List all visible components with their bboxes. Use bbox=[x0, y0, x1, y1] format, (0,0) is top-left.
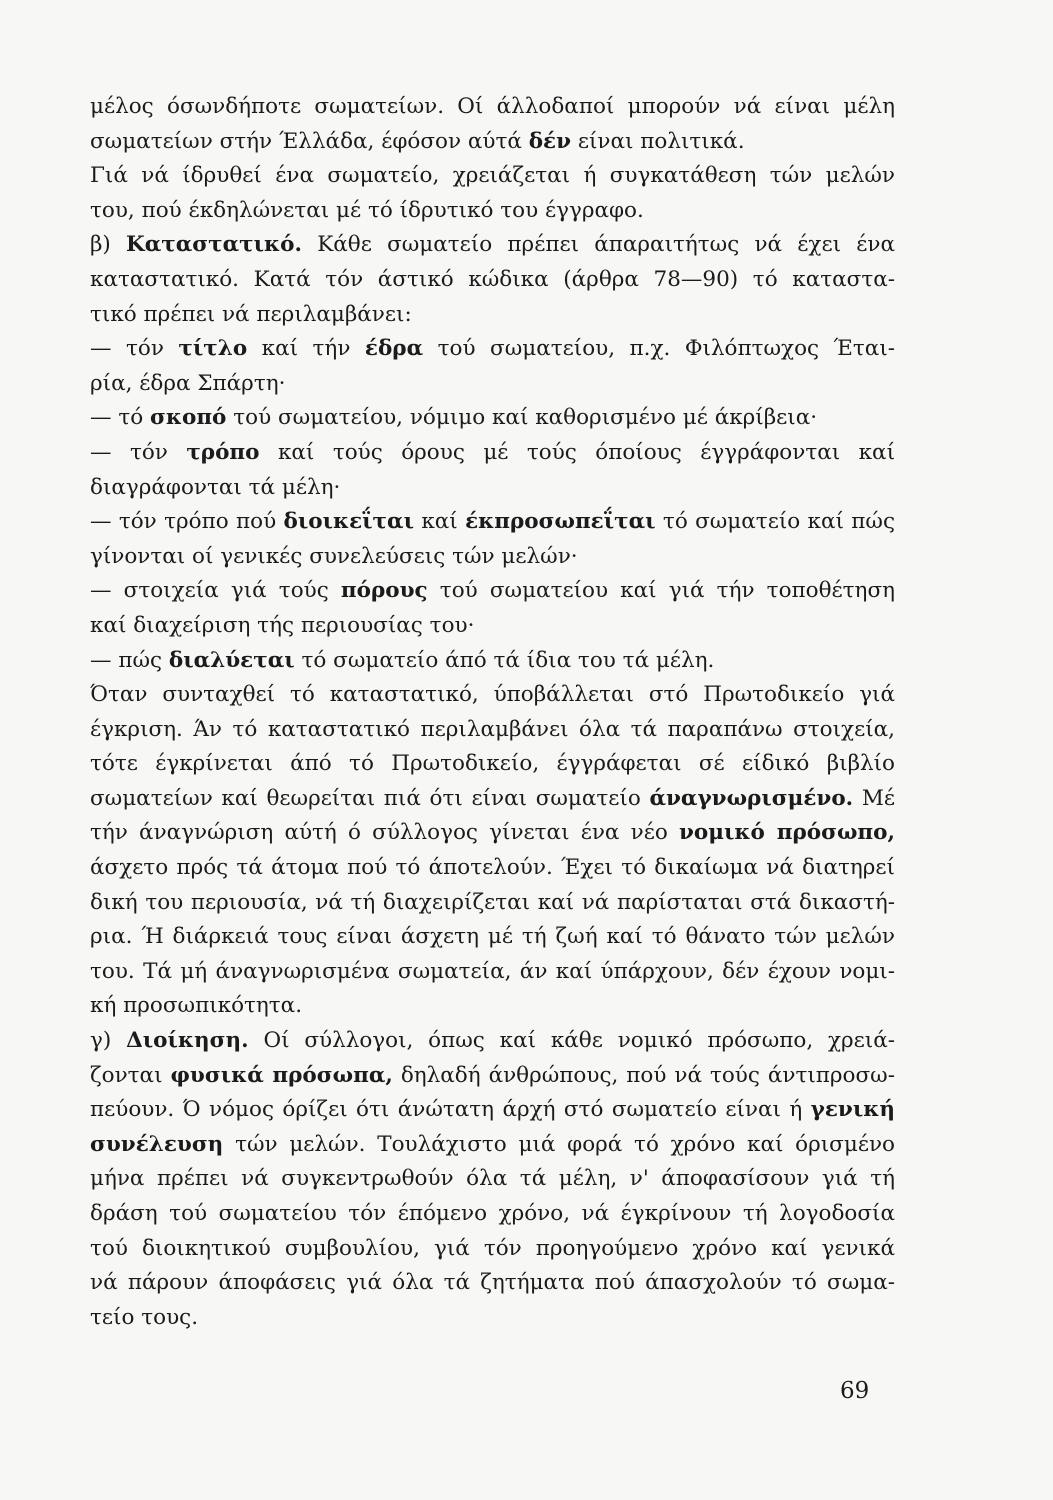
text-line bbox=[90, 989, 895, 1024]
text-line bbox=[90, 955, 895, 990]
bold-term: τίτλο bbox=[178, 336, 248, 362]
text-line bbox=[90, 1024, 895, 1059]
text-run: είναι πολιτικά. bbox=[571, 128, 745, 154]
text-run: Οί σύλλογοι, όπως καί κάθε νομικό πρόσωπο, χρειά- bbox=[248, 1028, 895, 1054]
text-line bbox=[90, 125, 895, 160]
text-run: — πώς bbox=[90, 647, 169, 673]
text-run: καί διαχείριση τής περιουσίας του· bbox=[90, 612, 475, 638]
bold-term: νομικό πρόσωπο, bbox=[679, 820, 895, 846]
text-run: τών μελών. Τουλάχιστο μιά φορά τό χρόνο καί όρισμένο bbox=[223, 1131, 895, 1157]
text-line bbox=[90, 644, 895, 679]
bold-term: συνέλευση bbox=[90, 1131, 224, 1157]
text-run: δράση τού σωματείου τόν έπόμενο χρόνο, νά έγκρίνουν τή λογοδοσία bbox=[90, 1201, 895, 1226]
bold-term: Διοίκηση. bbox=[126, 1028, 249, 1054]
text-run: του. Τά μή άναγνωρισμένα σωματεία, άν καί ύπάρχουν, δέν έχουν νομι- bbox=[90, 958, 895, 984]
text-line bbox=[90, 367, 895, 402]
bold-term: έδρα bbox=[364, 336, 424, 362]
text-line bbox=[90, 471, 895, 506]
text-run: καί bbox=[413, 509, 466, 535]
bold-term: άναγνωρισμένο. bbox=[649, 785, 854, 811]
text-run: — τόν bbox=[90, 439, 187, 465]
text-run: τό σωματείο άπό τά ίδια του τά μέλη. bbox=[294, 647, 715, 673]
bold-term: τρόπο bbox=[186, 439, 260, 465]
text-run: άσχετο πρός τά άτομα πού τό άποτελούν. Έχει τό δικαίωμα νά διατηρεί bbox=[90, 855, 895, 881]
text-run: τικό πρέπει νά περιλαμβάνει: bbox=[90, 301, 412, 327]
text-run: τότε έγκρίνεται άπό τό Πρωτοδικείο, έγγράφεται σέ είδικό βιβλίο bbox=[90, 751, 895, 777]
bold-term: δέν bbox=[528, 128, 572, 154]
text-line bbox=[90, 1162, 895, 1197]
text-line bbox=[90, 228, 895, 263]
text-run: καί τήν bbox=[247, 336, 365, 362]
text-line bbox=[90, 816, 895, 851]
text-run: πεύουν. Ό νόμος όρίζει ότι άνώτατη άρχή στό σωματείο είναι ή bbox=[90, 1097, 811, 1123]
text-line bbox=[90, 1093, 895, 1128]
bold-term: πόρους bbox=[340, 578, 428, 604]
text-run: μέλος όσωνδήποτε σωματείων. Οί άλλοδαποί μπορούν νά είναι μέλη bbox=[90, 94, 895, 119]
text-run: Όταν συνταχθεί τό καταστατικό, ύποβάλλεται στό Πρωτοδικείο γιά bbox=[90, 682, 895, 708]
text-line bbox=[90, 1197, 895, 1232]
text-run: έγκριση. Άν τό καταστατικό περιλαμβάνει όλα τά παραπάνω στοιχεία, bbox=[90, 716, 895, 742]
text-line bbox=[90, 194, 895, 229]
text-line bbox=[90, 609, 895, 644]
text-run: τού διοικητικού συμβουλίου, γιά τόν προηγούμενο χρόνο καί γενικά bbox=[90, 1235, 895, 1261]
text-run: νά πάρουν άποφάσεις γιά όλα τά ζητήματα πού άπασχολούν τό σωμα- bbox=[90, 1270, 895, 1296]
bold-term: διοικεΐται bbox=[283, 509, 414, 535]
text-line bbox=[90, 90, 895, 125]
text-run: γίνονται οί γενικές συνελεύσεις τών μελών· bbox=[90, 543, 578, 569]
text-line bbox=[90, 505, 895, 540]
page-number: 69 bbox=[840, 1378, 870, 1404]
text-run: τού σωματείου καί γιά τήν τοποθέτηση bbox=[427, 578, 895, 604]
text-run: μήνα πρέπει νά συγκεντρωθούν όλα τά μέλη, ν' άποφασίσουν γιά τή bbox=[90, 1166, 895, 1192]
bold-term: φυσικά πρόσωπα, bbox=[170, 1062, 393, 1088]
text-line bbox=[90, 851, 895, 886]
text-line bbox=[90, 540, 895, 575]
text-line bbox=[90, 436, 895, 471]
bold-term: διαλύεται bbox=[168, 647, 295, 673]
text-run: καί τούς όρους μέ τούς όποίους έγγράφονται καί bbox=[259, 439, 895, 465]
text-run: τού σωματείου, π.χ. Φιλόπτωχος Έται- bbox=[423, 336, 895, 362]
text-run: σωματείων καί θεωρείται πιά ότι είναι σωματείο bbox=[90, 785, 650, 811]
text-run: Γιά νά ίδρυθεί ένα σωματείο, χρειάζεται ή συγκατάθεση τών μελών bbox=[90, 163, 895, 189]
page-body bbox=[90, 90, 895, 1335]
text-run: — στοιχεία γιά τούς bbox=[90, 578, 341, 604]
text-line bbox=[90, 1301, 895, 1336]
text-run: δική του περιουσία, νά τή διαχειρίζεται καί νά παρίσταται στά δικαστή- bbox=[90, 889, 895, 915]
text-line bbox=[90, 747, 895, 782]
bold-term: Καταστατικό. bbox=[126, 232, 302, 258]
text-line bbox=[90, 1232, 895, 1267]
text-run: κή προσωπικότητα. bbox=[90, 993, 303, 1019]
text-line bbox=[90, 886, 895, 921]
text-run: δηλαδή άνθρώπους, πού νά τούς άντιπροσω- bbox=[392, 1062, 895, 1088]
text-line bbox=[90, 574, 895, 609]
text-run: Κάθε σωματείο πρέπει άπαραιτήτως νά έχει ένα bbox=[301, 232, 895, 258]
text-run: ρια. Ή διάρκειά τους είναι άσχετη μέ τή ζωή καί τό θάνατο τών μελών bbox=[90, 924, 895, 950]
text-run: β) bbox=[90, 232, 127, 258]
text-run: καταστατικό. Κατά τόν άστικό κώδικα (άρθρα 78—90) τό καταστα- bbox=[90, 266, 895, 292]
text-run: Μέ bbox=[853, 785, 895, 811]
text-run: τήν άναγνώριση αύτή ό σύλλογος γίνεται ένα νέο bbox=[90, 820, 680, 846]
text-run: σωματείων στήν Έλλάδα, έφόσον αύτά bbox=[90, 128, 529, 154]
text-run: γ) bbox=[90, 1028, 127, 1054]
text-line bbox=[90, 1128, 895, 1163]
text-line bbox=[90, 263, 895, 298]
text-run: ζονται bbox=[90, 1062, 171, 1088]
text-line bbox=[90, 920, 895, 955]
text-run: τού σωματείου, νόμιμο καί καθορισμένο μέ άκρίβεια· bbox=[226, 405, 818, 431]
text-line bbox=[90, 332, 895, 367]
bold-term: σκοπό bbox=[150, 405, 227, 431]
text-run: ρία, έδρα Σπάρτη· bbox=[90, 370, 286, 396]
text-line bbox=[90, 401, 895, 436]
bold-term: έκπροσωπεΐται bbox=[465, 509, 656, 535]
text-line bbox=[90, 1266, 895, 1301]
text-run: του, πού έκδηλώνεται μέ τό ίδρυτικό του έγγραφο. bbox=[90, 197, 644, 223]
text-line bbox=[90, 713, 895, 748]
bold-term: γενική bbox=[810, 1097, 895, 1123]
text-line bbox=[90, 678, 895, 713]
text-run: — τόν τρόπο πού bbox=[90, 509, 284, 535]
text-line bbox=[90, 1059, 895, 1094]
text-run: διαγράφονται τά μέλη· bbox=[90, 474, 341, 500]
text-line bbox=[90, 159, 895, 194]
text-run: — τόν bbox=[90, 336, 179, 362]
text-line bbox=[90, 782, 895, 817]
text-line bbox=[90, 298, 895, 333]
text-run: τό σωματείο καί πώς bbox=[655, 509, 895, 535]
text-run: τείο τους. bbox=[90, 1304, 199, 1330]
text-run: — τό bbox=[90, 405, 151, 431]
